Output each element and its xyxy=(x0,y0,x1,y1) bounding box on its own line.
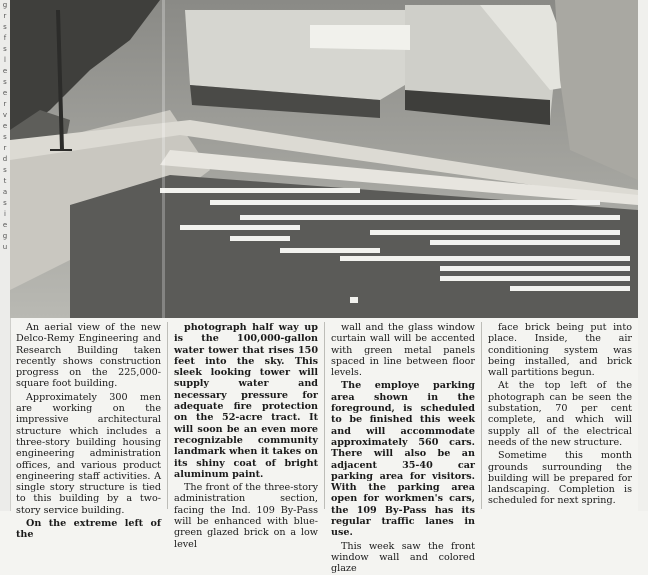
gutter-letter: s xyxy=(3,78,7,86)
article-column-3 xyxy=(324,322,481,575)
gutter-letter: e xyxy=(2,89,8,97)
paragraph: Approximately 300 men are working on the impressive architectural structure which includes a three-story building housing engineering administration offices, and various product engineering staff activities. A single story structure is tied to this building by a two-story service building. xyxy=(16,391,161,516)
paragraph: face brick being put into place. Inside, the air conditioning system was being installed, and brick wall partitions begun. xyxy=(488,322,632,379)
gutter-letter: u xyxy=(2,243,8,251)
gutter-letter: a xyxy=(2,188,8,196)
gutter-letter: d xyxy=(2,155,8,163)
gutter-letter: i xyxy=(4,210,6,218)
gutter-letter: l xyxy=(4,56,6,64)
gutter-letter: s xyxy=(3,45,7,53)
paragraph: The employe parking area shown in the foreground, is scheduled to be finished this week and will accommodate approximately 560 cars. There will also be an adjacent 35-40 car parking area for visitors. With the parking area open for workmen's cars, the 109 By-Pass has its regular traffic lanes in use. xyxy=(331,380,475,539)
gutter-letter: s xyxy=(3,166,7,174)
gutter-letter: t xyxy=(3,177,7,185)
building-roof xyxy=(185,10,405,100)
paragraph: photograph half way up is the 100,000-gallon water tower that rises 150 feet into the sky. This sleek looking tower will supply water and necessary pressure for adequate fire protection on the 52-acre tract. It will soon be an even more recognizable community landmark when it takes on its shiny coat of bright aluminum paint. xyxy=(174,322,318,480)
gutter-letter: g xyxy=(2,232,8,240)
aerial-photo xyxy=(10,0,638,318)
gutter-letter: e xyxy=(2,221,8,229)
gutter-letter: s xyxy=(3,23,7,31)
paragraph: On the extreme left of the xyxy=(16,518,161,541)
right-margin xyxy=(638,0,648,511)
gutter-letter: r xyxy=(3,100,7,108)
paragraph: wall and the glass window curtain wall will be accented with green metal panels spaced in line between floor levels. xyxy=(331,322,475,379)
gutter-letter: v xyxy=(2,111,8,119)
paragraph: This week saw the front window wall and colored glaze xyxy=(331,540,475,575)
aerial-photo-drawing xyxy=(10,0,638,318)
article-column-4 xyxy=(481,322,638,509)
gutter-letter: e xyxy=(2,67,8,75)
article-body xyxy=(10,322,638,575)
gutter-letter: s xyxy=(3,133,7,141)
article-column-2 xyxy=(167,322,324,550)
paragraph: At the top left of the photograph can be seen the substation, 70 per cent complete, and which will supply all of the electrical needs of the new structure. xyxy=(488,380,632,448)
gutter-letter: e xyxy=(2,122,8,130)
gutter-letter: f xyxy=(3,34,7,42)
gutter-letter: g xyxy=(2,1,8,9)
article-column-1 xyxy=(10,322,167,541)
gutter-letter: s xyxy=(3,199,7,207)
paragraph: The front of the three-story administration section, facing the Ind. 109 By-Pass will be enhanced with blue-green glazed brick on a low level xyxy=(174,482,318,550)
paragraph: Sometime this month grounds surrounding the building will be prepared for landscaping. Completion is scheduled for next spring. xyxy=(488,450,632,507)
gutter-letter: r xyxy=(3,12,7,20)
paragraph: An aerial view of the new Delco-Remy Engineering and Research Building taken recently shows construction progress on the 225,000-square foot building. xyxy=(16,322,161,390)
gutter-letter: r xyxy=(3,144,7,152)
